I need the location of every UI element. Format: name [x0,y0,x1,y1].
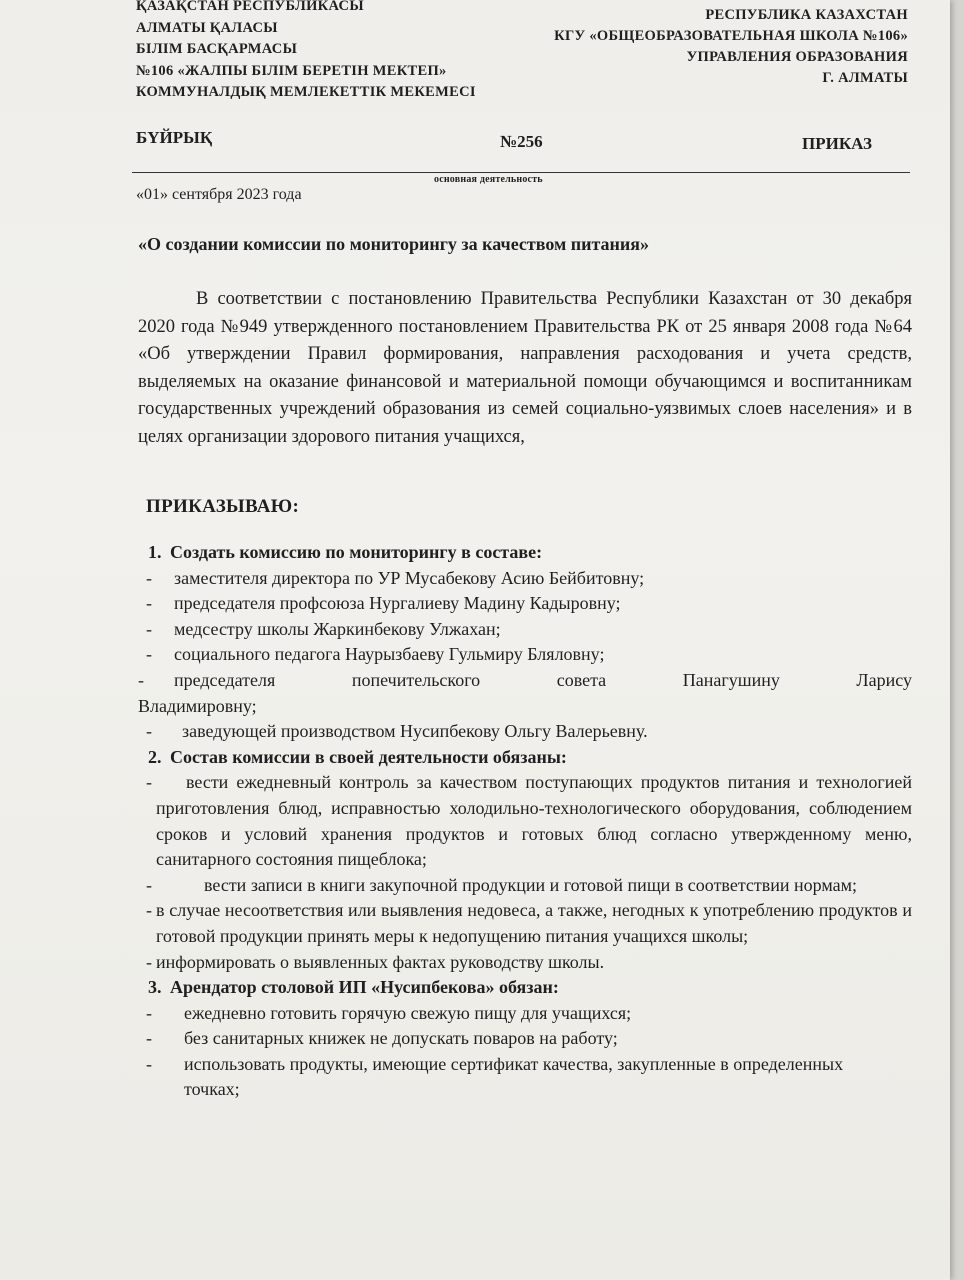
header-left-line: АЛМАТЫ ҚАЛАСЫ [136,19,278,36]
section-heading [138,745,912,771]
title-russian: ПРИКАЗ [802,134,872,153]
list-item [138,873,912,899]
list-item [138,1052,912,1103]
dash-marker: - [146,1002,152,1023]
list-item-text: социального педагога Наурызбаеву Гульмиру Бляловну; [174,644,605,665]
header-right-line: Г. АЛМАТЫ [822,70,908,86]
dash-marker: - [146,644,152,665]
list-item [138,719,912,745]
dash-marker: - [146,1028,152,1049]
list-item [138,617,912,643]
header-right-line: РЕСПУБЛИКА КАЗАХСТАН [705,7,908,23]
list-item-text: медсестру школы Жаркинбекову Улжахан; [174,618,501,639]
list-item-text: ежедневно готовить горячую свежую пищу для учащихся; [184,1002,632,1023]
section-number: 3. [148,977,162,998]
section-heading [138,540,912,566]
header-left-line: ҚАЗАҚСТАН РЕСПУБЛИКАСЫ [136,0,364,14]
list-item [138,950,912,976]
preamble-paragraph: В соответствии с постановлению Правительства Республики Казахстан от 30 декабря 2020 года №949 утвержденного постановлением Правительства РК от 25 января 2008 года №64 «Об утверждении Правил формирования, направления расходования и учета средств, выделяемых на оказание финансовой и материальной помощи обучающимся и воспитанникам государственных учреждений образования из семей социально-уязвимых слоев населения» и в целях организации здорового питания учащихся, [138,289,912,447]
document-title-row [136,128,908,158]
header-right-line: КГУ «ОБЩЕОБРАЗОВАТЕЛЬНАЯ ШКОЛА №106» [554,28,908,44]
order-command: ПРИКАЗЫВАЮ: [146,496,300,517]
section-heading [138,975,912,1001]
dash-marker: - [146,951,152,972]
dash-marker: - [138,669,144,690]
header-left-line: №106 «ЖАЛПЫ БІЛІМ БЕРЕТІН МЕКТЕП» [136,62,447,79]
dash-marker: - [146,721,152,742]
list-item-text: председателя попечительского совета Панагушину Ларису Владимировну; [138,669,912,716]
list-item [138,1026,912,1052]
activity-label: основная деятельность [434,174,543,185]
list-item [138,642,912,668]
dash-marker: - [146,567,152,588]
header-left-line: БІЛІМ БАСҚАРМАСЫ [136,41,298,57]
order-body [138,540,912,1103]
order-title: «О создании комиссии по мониторингу за качеством питания» [138,234,650,254]
section-number: 1. [148,542,162,562]
section-title: Создать комиссию по мониторингу в составе: [170,542,543,562]
dash-marker: - [146,1053,152,1074]
list-item [138,898,912,949]
list-item-text: председателя профсоюза Нургалиеву Мадину Кадыровну; [174,593,621,614]
order-number: №256 [500,132,543,151]
header-left-line: КОММУНАЛДЫҚ МЕМЛЕКЕТТІК МЕКЕМЕСІ [136,84,476,100]
list-item [138,668,912,719]
dash-marker: - [146,772,152,793]
list-item [138,770,912,872]
header-kazakh-block [136,0,476,104]
title-kazakh: БҮЙРЫҚ [136,128,213,147]
list-item-text: заместителя директора по УР Мусабекову Асию Бейбитовну; [174,567,645,588]
dash-marker: - [146,900,152,921]
header-divider [132,172,910,173]
list-item-text: вести ежедневный контроль за качеством поступающих продуктов питания и технологией приготовления блюд, исправностью холодильно-технологического оборудования, соблюдением сроков и условий хранения продуктов и готовых блюд согласно утвержденному меню, санитарного состояния пищеблока; [156,772,912,870]
list-item-text: информировать о выявленных фактах руководству школы. [156,951,605,972]
list-item [138,1001,912,1027]
dash-marker: - [146,874,152,895]
section-title: Арендатор столовой ИП «Нусипбекова» обязан: [170,977,559,998]
list-item-text: в случае несоответствия или выявления недовеса, а также, негодных к употреблению продуктов и готовой продукции принять меры к недопущению питания учащихся школы; [156,900,912,946]
header-russian-block [554,5,908,89]
dash-marker: - [146,618,152,639]
dash-marker: - [146,593,152,614]
list-item-text: использовать продукты, имеющие сертификат качества, закупленные в определенных точках; [184,1053,844,1100]
list-item-text: без санитарных книжек не допускать поваров на работу; [184,1028,618,1049]
section-number: 2. [148,746,162,767]
order-date: «01» сентября 2023 года [136,186,302,203]
list-item [138,591,912,617]
list-item-text: вести записи в книги закупочной продукции и готовой пищи в соответствии нормам; [204,874,858,895]
header-right-line: УПРАВЛЕНИЯ ОБРАЗОВАНИЯ [686,49,908,65]
list-item-text: заведующей производством Нусипбекову Ольгу Валерьевну. [182,721,648,742]
list-item [138,566,912,592]
section-title: Состав комиссии в своей деятельности обязаны: [170,746,567,767]
